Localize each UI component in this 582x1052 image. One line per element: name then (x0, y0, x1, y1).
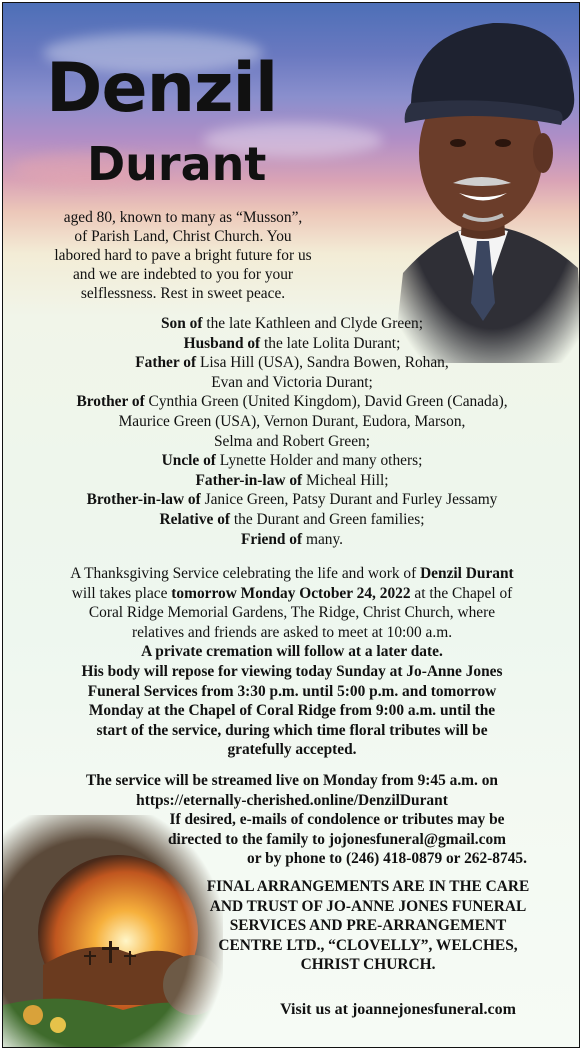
relation-line: Brother-in-law of Janice Green, Patsy Durant and Furley Jessamy (86, 491, 498, 509)
service-line: start of the service, during which time floral tributes will be (96, 721, 488, 739)
final-arrangements (163, 877, 573, 975)
relation-line: Father-in-law of Micheal Hill; (195, 471, 389, 489)
website-link[interactable]: Visit us at joannejonesfuneral.com (280, 1001, 516, 1018)
stream-line: The service will be streamed live on Monday from 9:45 a.m. on (86, 772, 498, 789)
relation-line: Father of Lisa Hill (USA), Sandra Bowen, Rohan, (135, 354, 449, 372)
contact-phone: or by phone to (246) 418-0879 or 262-8745. (247, 850, 527, 868)
obituary-notice (2, 2, 580, 1048)
final-line: CHRIST CHURCH. (300, 956, 436, 974)
relation-line: Son of the late Kathleen and Clyde Green; (161, 315, 423, 332)
relation-line: Selma and Robert Green; (214, 432, 370, 450)
service-details (7, 564, 577, 760)
relation-line: Uncle of Lynette Holder and many others; (161, 452, 423, 470)
intro-line: labored hard to pave a bright future for us (54, 247, 312, 264)
relation-line: Husband of the late Lolita Durant; (183, 334, 401, 352)
intro-line: and we are indebted to you for your (72, 266, 294, 283)
contact-email[interactable]: directed to the family to jojonesfuneral@gmail.com (167, 830, 507, 848)
service-line: Monday at the Chapel of Coral Ridge from 9:00 a.m. until the (88, 702, 496, 720)
deceased-first-name: Denzil (46, 49, 278, 128)
final-line: SERVICES AND PRE-ARRANGEMENT (229, 917, 507, 935)
relation-line: Friend of many. (240, 530, 344, 548)
service-line: A private cremation will follow at a later date. (141, 643, 443, 661)
service-line: gratefully accepted. (227, 741, 357, 759)
intro-line: aged 80, known to many as “Musson”, (63, 209, 303, 226)
service-line: Coral Ridge Memorial Gardens, The Ridge, Christ Church, where (88, 604, 496, 622)
stream-url[interactable]: https://eternally-cherished.online/DenzilDurant (136, 791, 448, 809)
intro-line: selflessness. Rest in sweet peace. (80, 285, 286, 302)
service-line: A Thanksgiving Service celebrating the life and work of Denzil Durant (70, 565, 514, 582)
relation-line: Brother of Cynthia Green (United Kingdom), David Green (Canada), (76, 393, 508, 411)
final-line: CENTRE LTD., “CLOVELLY”, WELCHES, (218, 936, 518, 954)
final-line: FINAL ARRANGEMENTS ARE IN THE CARE (206, 878, 530, 895)
final-line: AND TRUST OF JO-ANNE JONES FUNERAL (209, 897, 527, 915)
service-line: will takes place tomorrow Monday October 24, 2022 at the Chapel of (71, 584, 513, 602)
service-line: Funeral Services from 3:30 p.m. until 5:00 p.m. and tomorrow (87, 682, 497, 700)
contact-line: If desired, e-mails of condolence or tributes may be (169, 811, 505, 829)
relations-list (7, 314, 577, 549)
stream-and-contact (3, 771, 580, 869)
intro-text (3, 208, 363, 303)
service-line: relatives and friends are asked to meet at 10:00 a.m. (131, 623, 453, 641)
intro-line: of Parish Land, Christ Church. You (74, 228, 292, 245)
relation-line: Maurice Green (USA), Vernon Durant, Eudora, Marson, (118, 412, 466, 430)
service-line: His body will repose for viewing today Sunday at Jo-Anne Jones (81, 662, 503, 680)
portrait-photo (383, 3, 580, 363)
deceased-last-name: Durant (87, 137, 267, 191)
relation-line: Evan and Victoria Durant; (211, 373, 373, 391)
relation-line: Relative of the Durant and Green families; (159, 510, 425, 528)
